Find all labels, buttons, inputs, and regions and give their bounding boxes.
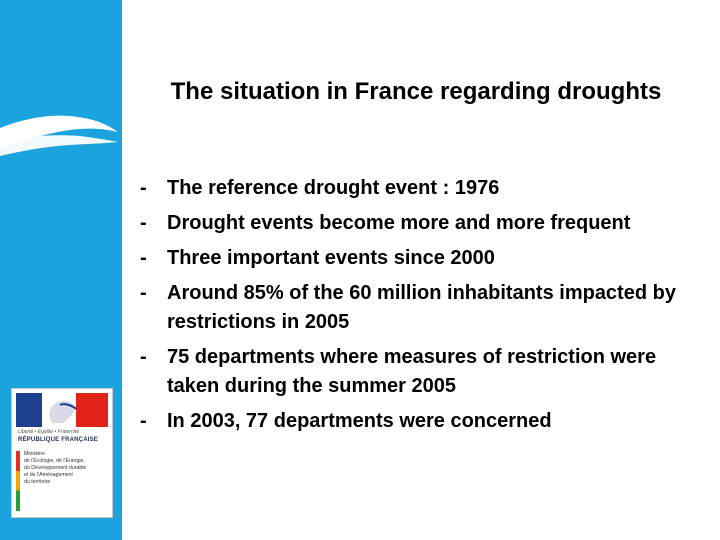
bullet-marker: - — [140, 346, 147, 368]
ministry-line: de l'Écologie, de l'Énergie, — [24, 458, 85, 464]
bullet-text: The reference drought event : 1976 — [167, 177, 500, 199]
slide-title: The situation in France regarding droughts — [170, 78, 662, 105]
ministry-name — [24, 451, 108, 486]
bullet-item — [140, 209, 710, 238]
bullet-marker: - — [140, 247, 147, 269]
bullet-text: Drought events become more and more frequent — [167, 212, 631, 234]
bullet-item — [140, 244, 710, 273]
bullet-text: In 2003, 77 departments were concerned — [167, 410, 552, 432]
republic-motto: Liberté • Égalité • Fraternité — [18, 429, 80, 435]
ministry-line: du Développement durable — [24, 465, 87, 471]
bullet-text: Three important events since 2000 — [167, 247, 495, 269]
bullet-marker: - — [140, 282, 147, 304]
ministry-logo — [11, 388, 113, 518]
republic-label: RÉPUBLIQUE FRANÇAISE — [18, 437, 99, 443]
ministry-line: du territoire — [24, 479, 51, 485]
bullet-item — [140, 174, 710, 203]
bullet-marker: - — [140, 410, 147, 432]
bullet-item — [140, 343, 710, 401]
bullet-item — [140, 407, 710, 436]
wave-icon — [0, 98, 122, 158]
bullet-list — [140, 174, 710, 442]
ministry-line: et de l'Aménagement — [24, 472, 73, 478]
bullet-item — [140, 279, 710, 337]
bullet-text: Around 85% of the 60 million inhabitants impacted by restrictions in 2005 — [167, 282, 676, 333]
bullet-marker: - — [140, 177, 147, 199]
left-sidebar-band — [0, 0, 122, 540]
ministry-line: Ministère — [24, 451, 46, 457]
bullet-marker: - — [140, 212, 147, 234]
ministry-color-bar — [16, 451, 20, 511]
bullet-text: 75 departments where measures of restriction were taken during the summer 2005 — [167, 346, 657, 397]
